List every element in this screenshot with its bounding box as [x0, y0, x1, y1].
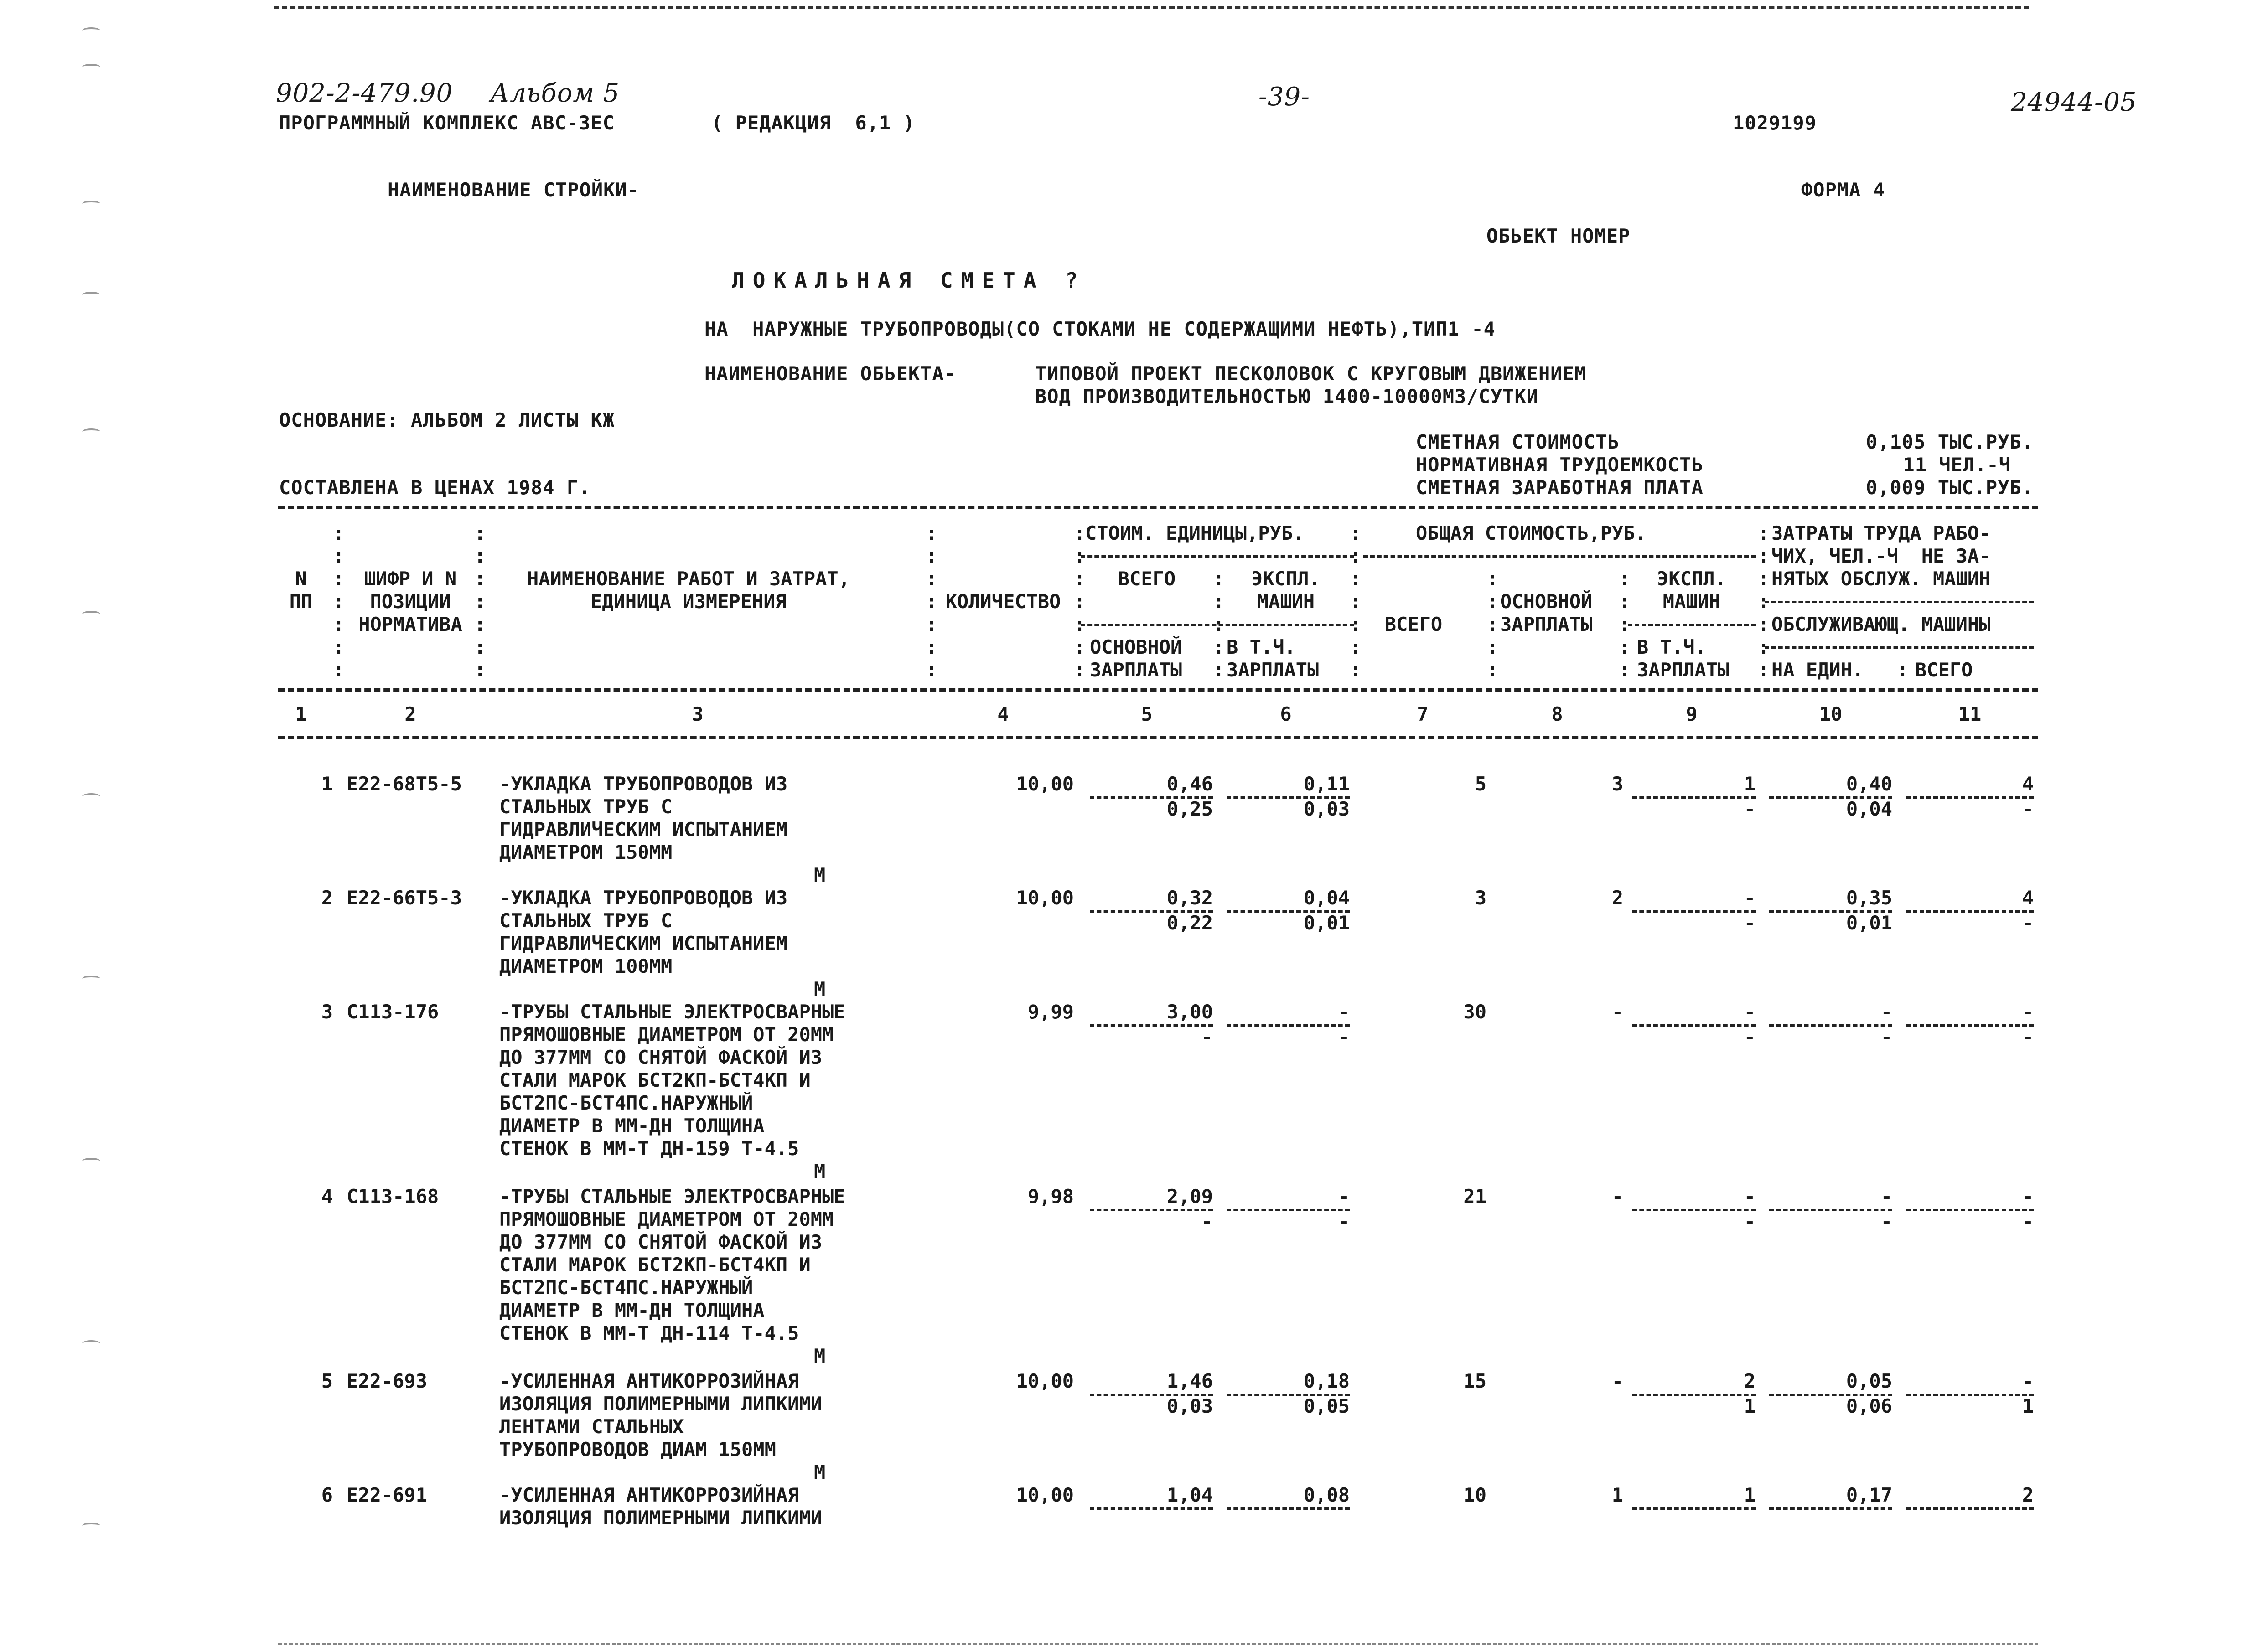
col-name-head-1: НАИМЕНОВАНИЕ РАБОТ И ЗАТРАТ,	[527, 568, 850, 590]
row-name-line: ИЗОЛЯЦИЯ ПОЛИМЕРНЫМИ ЛИПКИМИ	[499, 1507, 823, 1529]
row-total: 10	[1463, 1484, 1486, 1506]
col-separator: : : : : : : :	[333, 522, 345, 681]
row-total: 15	[1463, 1370, 1486, 1392]
row-unit: М	[814, 1461, 826, 1483]
col-separator: : : : : : : :	[1074, 522, 1086, 681]
row-number: 3	[321, 1001, 333, 1023]
col-labor-unit-head: НА ЕДИН.	[1771, 659, 1864, 681]
row-number: 6	[321, 1484, 333, 1506]
row-name-line: -ТРУБЫ СТАЛЬНЫЕ ЭЛЕКТРОСВАРНЫЕ	[499, 1185, 845, 1208]
row-name-line: -УКЛАДКА ТРУБОПРОВОДОВ ИЗ	[499, 773, 788, 795]
row-labor-total-b: 1	[2022, 1395, 2034, 1417]
col-total-mach-head-1: ЭКСПЛ.	[1657, 568, 1726, 590]
row-labor-unit: -	[1880, 1001, 1892, 1023]
row-labor-total-b: -	[2022, 798, 2034, 820]
col-qty-head: КОЛИЧЕСТВО	[945, 590, 1061, 613]
col-total-mach-head-2: МАШИН	[1662, 590, 1721, 613]
row-name-line: СТАЛИ МАРОК БСТ2КП-БСТ4КП И	[499, 1069, 811, 1091]
row-total-wage: 3	[1611, 773, 1623, 795]
row-labor-unit: 0,17	[1846, 1484, 1892, 1506]
col-unit-wage-head-1: ОСНОВНОЙ	[1090, 636, 1182, 658]
col-number: 5	[1141, 703, 1153, 725]
row-name-line: -ТРУБЫ СТАЛЬНЫЕ ЭЛЕКТРОСВАРНЫЕ	[499, 1001, 845, 1023]
row-unit-wage: -	[1201, 1210, 1213, 1233]
object-name-label: НАИМЕНОВАНИЕ ОБЬЕКТА-	[704, 362, 957, 385]
row-total-wage: 2	[1611, 887, 1623, 909]
row-qty: 10,00	[1016, 773, 1074, 795]
document-title: ЛОКАЛЬНАЯ СМЕТА ?	[732, 268, 1086, 293]
row-unit-total: 1,04	[1166, 1484, 1213, 1506]
row-unit: М	[814, 1160, 826, 1182]
row-total-mach: 1	[1744, 773, 1756, 795]
row-total-mach: -	[1744, 887, 1756, 909]
row-code: Е22-68Т5-5	[347, 773, 462, 795]
row-unit-total: 0,32	[1166, 887, 1213, 909]
top-perforation	[274, 6, 2029, 9]
row-name-line: ДИАМЕТР В ММ-ДН ТОЛЩИНА	[499, 1299, 765, 1322]
row-labor-total: -	[2022, 1001, 2034, 1023]
col-total-cost-head: ОБЩАЯ СТОИМОСТЬ,РУБ.	[1416, 522, 1647, 544]
row-unit-mach: 0,08	[1303, 1484, 1350, 1506]
binding-mark	[82, 27, 100, 34]
row-qty: 9,99	[1027, 1001, 1074, 1023]
row-number: 5	[321, 1370, 333, 1392]
row-labor-total: 4	[2022, 773, 2034, 795]
row-labor-total-b: -	[2022, 1026, 2034, 1048]
row-labor-total: 4	[2022, 887, 2034, 909]
row-number: 4	[321, 1185, 333, 1208]
row-total-mach: -	[1744, 1001, 1756, 1023]
col-total-all-head: ВСЕГО	[1384, 613, 1443, 635]
summary-value-wage: 0,009 ТЫС.РУБ.	[1865, 476, 2034, 499]
col-number: 3	[692, 703, 704, 725]
row-qty: 10,00	[1016, 887, 1074, 909]
object-name-line-2: ВОД ПРОИЗВОДИТЕЛЬНОСТЬЮ 1400-10000М3/СУТКИ	[1035, 385, 1539, 408]
row-total-wage: 1	[1611, 1484, 1623, 1506]
value-divider	[1227, 1507, 1350, 1510]
row-labor-total-b: -	[2022, 912, 2034, 934]
doc-id: 1029199	[1733, 112, 1817, 134]
col-number: 9	[1686, 703, 1698, 725]
row-name-line: СТАЛИ МАРОК БСТ2КП-БСТ4КП И	[499, 1254, 811, 1276]
row-total: 30	[1463, 1001, 1486, 1023]
row-code: Е22-66Т5-3	[347, 887, 462, 909]
binding-mark	[82, 611, 100, 617]
row-unit-wage: 0,25	[1166, 798, 1213, 820]
binding-mark	[82, 793, 100, 800]
bottom-perforation	[278, 1643, 2038, 1645]
col-n-head-1: N	[295, 568, 307, 590]
row-labor-unit-b: -	[1880, 1210, 1892, 1233]
row-labor-total: 2	[2022, 1484, 2034, 1506]
row-qty: 10,00	[1016, 1484, 1074, 1506]
row-unit-mach: 0,04	[1303, 887, 1350, 909]
row-total: 5	[1475, 773, 1486, 795]
row-name-line: ДИАМЕТРОМ 100ММ	[499, 955, 673, 977]
col-separator: : : : : : : :	[474, 522, 486, 681]
row-total-mach-wage: -	[1744, 798, 1756, 820]
header-bottom-rule	[278, 688, 2038, 692]
col-number: 10	[1819, 703, 1843, 725]
summary-label-wage: СМЕТНАЯ ЗАРАБОТНАЯ ПЛАТА	[1416, 476, 1704, 499]
head-sub-rule	[1765, 601, 2034, 603]
col-number: 11	[1958, 703, 1982, 725]
row-labor-total: -	[2022, 1370, 2034, 1392]
row-name-line: СТАЛЬНЫХ ТРУБ С	[499, 909, 673, 932]
row-total-wage: -	[1611, 1185, 1623, 1208]
col-number: 2	[404, 703, 416, 725]
head-sub-rule	[1765, 646, 2034, 649]
row-name-line: БСТ2ПС-БСТ4ПС.НАРУЖНЫЙ	[499, 1092, 753, 1114]
row-unit-mach-wage: 0,01	[1303, 912, 1350, 934]
row-total-mach-wage: 1	[1744, 1395, 1756, 1417]
album-label: Альбом 5	[490, 78, 620, 108]
row-unit: М	[814, 864, 826, 886]
row-labor-unit: 0,35	[1846, 887, 1892, 909]
page-number: -39-	[1258, 82, 1310, 112]
summary-value-labor: 11 ЧЕЛ.-Ч	[1903, 454, 2011, 476]
col-total-wage-head-2: ЗАРПЛАТЫ	[1500, 613, 1593, 635]
doc-code: 902-2-479.90	[276, 78, 453, 108]
basis-label: ОСНОВАНИЕ: АЛЬБОМ 2 ЛИСТЫ КЖ	[279, 409, 615, 431]
col-n-head-2: ПП	[289, 590, 313, 613]
col-number: 1	[295, 703, 307, 725]
row-qty: 9,98	[1027, 1185, 1074, 1208]
archive-stamp: 24944-05	[2011, 88, 2137, 117]
binding-mark	[82, 428, 100, 435]
row-name-line: -УСИЛЕННАЯ АНТИКОРРОЗИЙНАЯ	[499, 1484, 799, 1506]
row-number: 2	[321, 887, 333, 909]
col-labor-head-3: НЯТЫХ ОБСЛУЖ. МАШИН	[1771, 568, 1991, 590]
row-labor-total-b: -	[2022, 1210, 2034, 1233]
table-top-rule	[278, 506, 2038, 509]
row-labor-unit-b: 0,01	[1846, 912, 1892, 934]
head-sub-rule	[1628, 624, 1756, 626]
col-separator: : : : : :	[1486, 568, 1498, 681]
row-name-line: ТРУБОПРОВОДОВ ДИАМ 150ММ	[499, 1438, 776, 1461]
col-code-head-1: ШИФР И N	[364, 568, 457, 590]
binding-mark	[82, 1523, 100, 1529]
row-code: С113-168	[347, 1185, 439, 1208]
row-total-wage: -	[1611, 1370, 1623, 1392]
row-labor-total: -	[2022, 1185, 2034, 1208]
col-unit-mach-head-1: ЭКСПЛ.	[1251, 568, 1321, 590]
row-name-line: ПРЯМОШОВНЫЕ ДИАМЕТРОМ ОТ 20ММ	[499, 1023, 834, 1046]
col-number: 4	[997, 703, 1009, 725]
row-total-mach: 2	[1744, 1370, 1756, 1392]
object-name-line-1: ТИПОВОЙ ПРОЕКТ ПЕСКОЛОВОК С КРУГОВЫМ ДВИЖЕНИЕМ	[1035, 362, 1587, 385]
row-name-line: ДИАМЕТР В ММ-ДН ТОЛЩИНА	[499, 1115, 765, 1137]
numbers-bottom-rule	[278, 736, 2038, 739]
col-unit-cost-head: СТОИМ. ЕДИНИЦЫ,РУБ.	[1085, 522, 1305, 544]
row-unit-mach: -	[1338, 1185, 1350, 1208]
row-total-mach: -	[1744, 1185, 1756, 1208]
col-total-mach-wage-head-1: В Т.Ч.	[1637, 636, 1706, 658]
row-labor-unit: 0,40	[1846, 773, 1892, 795]
row-total-mach: 1	[1744, 1484, 1756, 1506]
col-name-head-2: ЕДИНИЦА ИЗМЕРЕНИЯ	[590, 590, 787, 613]
row-unit-wage: 0,03	[1166, 1395, 1213, 1417]
row-unit-mach-wage: 0,05	[1303, 1395, 1350, 1417]
row-unit-mach-wage: -	[1338, 1026, 1350, 1048]
row-unit-wage: -	[1201, 1026, 1213, 1048]
row-name-line: ДО 377ММ СО СНЯТОЙ ФАСКОЙ ИЗ	[499, 1231, 823, 1253]
value-divider	[1090, 1507, 1213, 1510]
prices-label: СОСТАВЛЕНА В ЦЕНАХ 1984 Г.	[279, 476, 591, 499]
row-labor-unit-b: 0,06	[1846, 1395, 1892, 1417]
row-unit-mach-wage: 0,03	[1303, 798, 1350, 820]
value-divider	[1632, 1507, 1756, 1510]
row-name-line: СТЕНОК В ММ-Т ДН-114 Т-4.5	[499, 1322, 799, 1344]
row-name-line: ГИДРАВЛИЧЕСКИМ ИСПЫТАНИЕМ	[499, 932, 788, 955]
row-labor-unit-b: 0,04	[1846, 798, 1892, 820]
object-number-label: ОБЬЕКТ НОМЕР	[1486, 225, 1631, 247]
row-name-line: ГИДРАВЛИЧЕСКИМ ИСПЫТАНИЕМ	[499, 818, 788, 841]
row-labor-unit-b: -	[1880, 1026, 1892, 1048]
row-name-line: ПРЯМОШОВНЫЕ ДИАМЕТРОМ ОТ 20ММ	[499, 1208, 834, 1230]
col-total-mach-wage-head-2: ЗАРПЛАТЫ	[1637, 659, 1730, 681]
row-labor-unit: -	[1880, 1185, 1892, 1208]
row-unit: М	[814, 1345, 826, 1367]
summary-label-labor: НОРМАТИВНАЯ ТРУДОЕМКОСТЬ	[1416, 454, 1704, 476]
col-separator: : : : : : : :	[1758, 522, 1770, 681]
row-unit-mach: 0,11	[1303, 773, 1350, 795]
row-code: Е22-693	[347, 1370, 428, 1392]
row-labor-unit: 0,05	[1846, 1370, 1892, 1392]
binding-mark	[82, 64, 100, 70]
row-unit-mach-wage: -	[1338, 1210, 1350, 1233]
construction-label: НАИМЕНОВАНИЕ СТРОЙКИ-	[388, 179, 640, 201]
binding-mark	[82, 1158, 100, 1164]
col-number: 8	[1551, 703, 1563, 725]
row-unit-total: 0,46	[1166, 773, 1213, 795]
row-total-mach-wage: -	[1744, 1026, 1756, 1048]
row-unit-total: 2,09	[1166, 1185, 1213, 1208]
head-sub-rule	[1081, 555, 1354, 558]
binding-mark	[82, 976, 100, 982]
binding-mark	[82, 292, 100, 298]
summary-label-cost: СМЕТНАЯ СТОИМОСТЬ	[1416, 431, 1620, 453]
row-qty: 10,00	[1016, 1370, 1074, 1392]
row-unit: М	[814, 978, 826, 1000]
col-labor-head-2: ЧИХ, ЧЕЛ.-Ч НЕ ЗА-	[1771, 545, 1991, 567]
row-name-line: ИЗОЛЯЦИЯ ПОЛИМЕРНЫМИ ЛИПКИМИ	[499, 1393, 823, 1415]
col-separator: : : : : :	[1619, 568, 1631, 681]
row-name-line: СТЕНОК В ММ-Т ДН-159 Т-4.5	[499, 1137, 799, 1160]
col-code-head-2: ПОЗИЦИИ	[370, 590, 451, 613]
col-separator: : : : : : : :	[926, 522, 937, 681]
row-code: С113-176	[347, 1001, 439, 1023]
row-number: 1	[321, 773, 333, 795]
col-labor-total-head: ВСЕГО	[1915, 659, 1973, 681]
value-divider	[1769, 1507, 1892, 1510]
row-name-line: ДО 377ММ СО СНЯТОЙ ФАСКОЙ ИЗ	[499, 1046, 823, 1069]
col-code-head-3: НОРМАТИВА	[358, 613, 462, 635]
form-label: ФОРМА 4	[1801, 179, 1885, 201]
row-total-mach-wage: -	[1744, 1210, 1756, 1233]
row-name-line: СТАЛЬНЫХ ТРУБ С	[499, 795, 673, 818]
head-sub-rule	[1363, 555, 1756, 558]
col-separator: : : : : :	[1213, 568, 1225, 681]
row-code: Е22-691	[347, 1484, 428, 1506]
row-name-line: ЛЕНТАМИ СТАЛЬНЫХ	[499, 1415, 684, 1438]
row-unit-wage: 0,22	[1166, 912, 1213, 934]
col-unit-mach-wage-head-1: В Т.Ч.	[1227, 636, 1296, 658]
col-labor-head-1: ЗАТРАТЫ ТРУДА РАБО-	[1771, 522, 1991, 544]
binding-mark	[82, 201, 100, 207]
program-label: ПРОГРАММНЫЙ КОМПЛЕКС АВС-3ЕС	[279, 112, 615, 134]
value-divider	[1906, 1507, 2034, 1510]
col-number: 7	[1417, 703, 1429, 725]
col-unit-total-head: ВСЕГО	[1118, 568, 1176, 590]
row-total-wage: -	[1611, 1001, 1623, 1023]
col-labor-service-head: ОБСЛУЖИВАЮЩ. МАШИНЫ	[1771, 613, 1991, 635]
col-separator: :	[1897, 659, 1909, 681]
row-unit-total: 1,46	[1166, 1370, 1213, 1392]
row-name-line: -УСИЛЕННАЯ АНТИКОРРОЗИЙНАЯ	[499, 1370, 799, 1392]
edition-label: ( РЕДАКЦИЯ 6,1 )	[711, 112, 915, 134]
row-total: 21	[1463, 1185, 1486, 1208]
row-name-line: -УКЛАДКА ТРУБОПРОВОДОВ ИЗ	[499, 887, 788, 909]
col-total-wage-head-1: ОСНОВНОЙ	[1500, 590, 1593, 613]
estimate-subject: НА НАРУЖНЫЕ ТРУБОПРОВОДЫ(СО СТОКАМИ НЕ СОДЕРЖАЩИМИ НЕФТЬ),ТИП1 -4	[704, 318, 1496, 340]
row-unit-mach: -	[1338, 1001, 1350, 1023]
col-unit-wage-head-2: ЗАРПЛАТЫ	[1090, 659, 1182, 681]
row-name-line: БСТ2ПС-БСТ4ПС.НАРУЖНЫЙ	[499, 1276, 753, 1299]
summary-value-cost: 0,105 ТЫС.РУБ.	[1865, 431, 2034, 453]
row-unit-total: 3,00	[1166, 1001, 1213, 1023]
binding-mark	[82, 1340, 100, 1347]
col-unit-mach-head-2: МАШИН	[1257, 590, 1315, 613]
col-unit-mach-wage-head-2: ЗАРПЛАТЫ	[1227, 659, 1319, 681]
row-unit-mach: 0,18	[1303, 1370, 1350, 1392]
row-total: 3	[1475, 887, 1486, 909]
row-name-line: ДИАМЕТРОМ 150ММ	[499, 841, 673, 863]
col-number: 6	[1280, 703, 1292, 725]
col-separator: : : : : : : :	[1350, 522, 1362, 681]
row-total-mach-wage: -	[1744, 912, 1756, 934]
